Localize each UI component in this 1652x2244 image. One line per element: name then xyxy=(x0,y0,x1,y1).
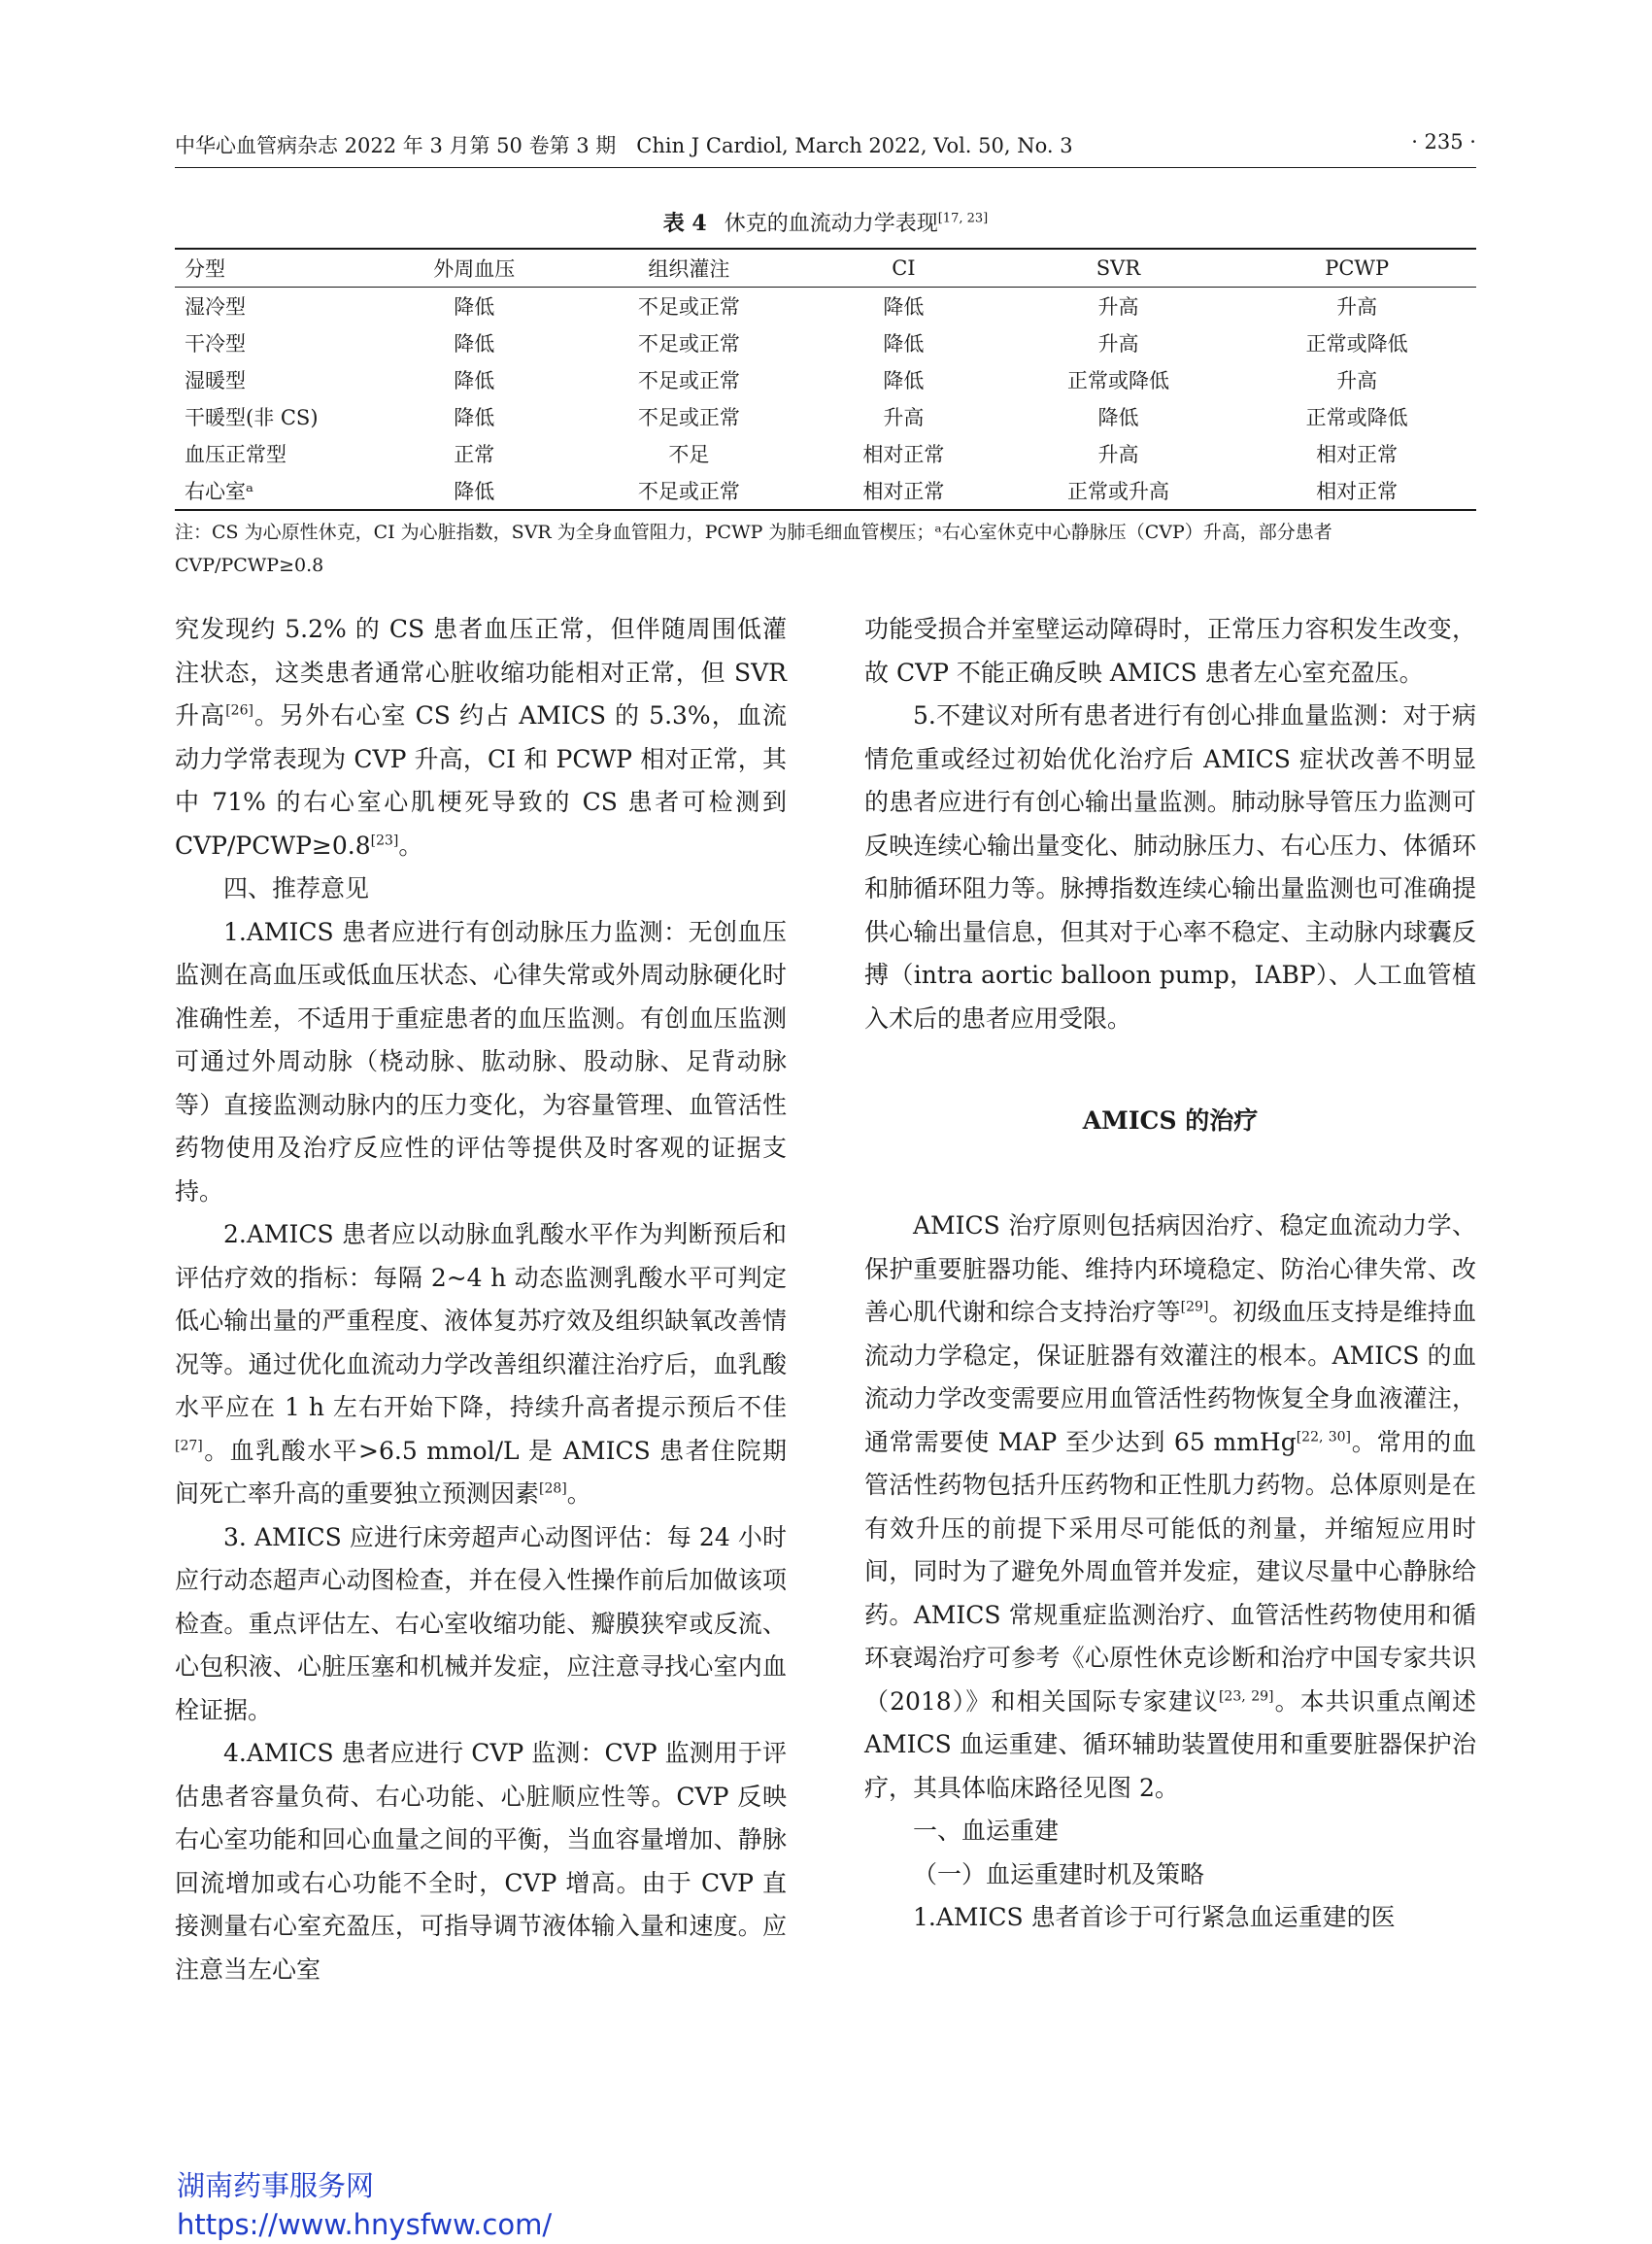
subsection-heading: 一、血运重建 xyxy=(913,1817,1060,1845)
col-header: 组织灌注 xyxy=(648,257,730,281)
table-cell: 湿暖型 xyxy=(185,369,246,392)
table-cell: 降低 xyxy=(1097,406,1139,429)
paragraph: 2.AMICS 患者应以动脉血乳酸水平作为判断预后和评估疗效的指标：每隔 2~4 h 动态监测乳酸水平可判定低心输出量的严重程度、液体复苏疗效及组织缺氧改善情况等。通过优化血流动力学改善组织灌注治疗后，血乳酸水平应在 1 h 左右开始下降，持续升高者提示预后不佳[27]。血乳酸水平>6.5 mmol/L 是 AMICS 患者住院期间死亡率升高的重要独立预测因素[28]。 xyxy=(175,1220,787,1508)
table-cell: 相对正常 xyxy=(1316,480,1399,503)
table-cell: 湿冷型 xyxy=(185,295,246,319)
table-caption xyxy=(175,207,1476,237)
table-cell: 升高 xyxy=(1097,295,1139,319)
table-title-ref: [17, 23] xyxy=(937,211,989,226)
paragraph: 3. AMICS 应进行床旁超声心动图评估：每 24 小时应行动态超声心动图检查，并在侵入性操作前后加做该项检查。重点评估左、右心室收缩功能、瓣膜狭窄或反流、心包积液、心脏压塞和机械并发症，应注意寻找心室内血栓证据。 xyxy=(175,1522,787,1724)
table-cell: 升高 xyxy=(1336,369,1378,392)
subsection-heading: （一）血运重建时机及策略 xyxy=(913,1859,1205,1888)
table-cell: 降低 xyxy=(454,332,495,356)
paragraph: 5.不建议对所有患者进行有创心排血量监测：对于病情危重或经过初始优化治疗后 AMICS 症状改善不明显的患者应进行有创心输出量监测。肺动脉导管压力监测可反映连续心输出量变化、肺动脉压力、右心压力、体循环和肺循环阻力等。脉搏指数连续心输出量监测也可准确提供心输出量信息，但其对于心率不稳定、主动脉内球囊反搏（intra aortic balloon pump，IABP）、人工血管植入术后的患者应用受限。 xyxy=(864,701,1476,1033)
subsection-heading: 四、推荐意见 xyxy=(223,874,370,902)
table-note-line: CVP/PCWP≥0.8 xyxy=(175,555,324,576)
table-cell: 降低 xyxy=(454,369,495,392)
table-cell: 不足或正常 xyxy=(637,369,740,392)
citation: [23] xyxy=(370,833,399,849)
table-header-row xyxy=(175,249,1476,288)
table-cell: 相对正常 xyxy=(1316,443,1399,466)
table-cell: 升高 xyxy=(1097,332,1139,356)
citation: [26] xyxy=(225,702,253,719)
left-column xyxy=(175,608,787,1991)
table-cell: 升高 xyxy=(1097,443,1139,466)
table-cell: 降低 xyxy=(454,406,495,429)
table-cell: 降低 xyxy=(454,295,495,319)
paragraph: 4.AMICS 患者应进行 CVP 监测：CVP 监测用于评估患者容量负荷、右心功能、心脏顺应性等。CVP 反映右心室功能和回心血量之间的平衡，当血容量增加、静脉回流增加或右心功能不全时，CVP 增高。由于 CVP 直接测量右心室充盈压，可指导调节液体输入量和速度。应注意当左心室 xyxy=(175,1739,787,1984)
table-cell: 正常或降低 xyxy=(1305,332,1408,356)
col-header: 分型 xyxy=(185,257,225,281)
table-cell: 干冷型 xyxy=(185,332,246,356)
hemodynamics-table xyxy=(175,248,1476,511)
table-row xyxy=(175,398,1476,435)
table-cell: 相对正常 xyxy=(862,480,945,503)
citation: [29] xyxy=(1180,1299,1209,1315)
table-cell: 不足或正常 xyxy=(637,480,740,503)
paragraph: 1.AMICS 患者应进行有创动脉压力监测：无创血压监测在高血压或低血压状态、心律失常或外周动脉硬化时准确性差，不适用于重症患者的血压监测。有创血压监测可通过外周动脉（桡动脉、肱动脉、股动脉、足背动脉等）直接监测动脉内的压力变化，为容量管理、血管活性药物使用及治疗反应性的评估等提供及时客观的证据支持。 xyxy=(175,917,787,1206)
table-row xyxy=(175,435,1476,472)
table-cell: 正常或降低 xyxy=(1305,406,1408,429)
citation: [27] xyxy=(175,1438,203,1454)
table-row xyxy=(175,472,1476,510)
header-rule xyxy=(175,167,1476,168)
table-cell: 不足 xyxy=(668,443,710,466)
paragraph: 1.AMICS 患者首诊于可行紧急血运重建的医 xyxy=(913,1903,1396,1931)
table-cell: 降低 xyxy=(454,480,495,503)
table-label: 表 4 xyxy=(662,211,707,236)
table-row xyxy=(175,288,1476,325)
watermark-url: https://www.hnysfww.com/ xyxy=(177,2208,553,2241)
paragraph: AMICS 治疗原则包括病因治疗、稳定血流动力学、保护重要脏器功能、维持内环境稳定、防治心律失常、改善心肌代谢和综合支持治疗等[29]。初级血压支持是维持血流动力学稳定，保证脏器有效灌注的根本。AMICS 的血流动力学改变需要应用血管活性药物恢复全身血液灌注，通常需要使 MAP 至少达到 65 mmHg[22, 30]。常用的血管活性药物包括升压药物和正性肌力药物。总体原则是在有效升压的前提下采用尽可能低的剂量，并缩短应用时间，同时为了避免外周血管并发症，建议尽量中心静脉给药。AMICS 常规重症监测治疗、血管活性药物使用和循环衰竭治疗可参考《心原性休克诊断和治疗中国专家共识（2018）》和相关国际专家建议[23, 29]。本共识重点阐述 AMICS 血运重建、循环辅助装置使用和重要脏器保护治疗，其具体临床路径见图 2。 xyxy=(864,1211,1477,1802)
table-cell: 血压正常型 xyxy=(185,443,287,466)
citation: [23, 29] xyxy=(1218,1688,1274,1705)
journal-citation: 中华心血管病杂志 2022 年 3 月第 50 卷第 3 期 Chin J Cardiol, March 2022, Vol. 50, No. 3 xyxy=(175,134,1073,157)
watermark xyxy=(177,2166,552,2244)
table-cell: 不足或正常 xyxy=(637,406,740,429)
table-cell: 正常或降低 xyxy=(1066,369,1169,392)
table-cell: 正常或升高 xyxy=(1066,480,1169,503)
table-title: 休克的血流动力学表现 xyxy=(724,212,938,236)
table-note-line: 注：CS 为心原性休克，CI 为心脏指数，SVR 为全身血管阻力，PCWP 为肺毛细血管楔压；ᵃ右心室休克中心静脉压（CVP）升高，部分患者 xyxy=(175,522,1332,543)
citation: [22, 30] xyxy=(1296,1429,1351,1445)
table-cell: 正常 xyxy=(454,443,495,466)
table-cell: 相对正常 xyxy=(862,443,945,466)
watermark-site-name: 湖南药事服务网 xyxy=(177,2169,375,2202)
paragraph: 功能受损合并室壁运动障碍时，正常压力容积发生改变，故 CVP 不能正确反映 AMICS 患者左心室充盈压。 xyxy=(864,615,1476,687)
running-header xyxy=(175,130,1476,169)
table-cell: 升高 xyxy=(1336,295,1378,319)
paragraph: 究发现约 5.2% 的 CS 患者血压正常，但伴随周围低灌注状态，这类患者通常心脏收缩功能相对正常，但 SVR 升高[26]。另外右心室 CS 约占 AMICS 的 5.3%，血流动力学常表现为 CVP 升高，CI 和 PCWP 相对正常，其中 71% 的右心室心肌梗死导致的 CS 患者可检测到 CVP/PCWP≥0.8[23]。 xyxy=(175,615,787,860)
page-number: · 235 · xyxy=(1411,130,1476,153)
table-row xyxy=(175,361,1476,398)
table-note xyxy=(175,516,1476,582)
col-header: SVR xyxy=(1096,256,1141,280)
section-title: AMICS 的治疗 xyxy=(1082,1106,1259,1135)
col-header: CI xyxy=(892,256,916,280)
table-cell: 干暖型(非 CS) xyxy=(185,406,319,429)
table-cell: 不足或正常 xyxy=(637,332,740,356)
right-column xyxy=(864,608,1476,1940)
table-row xyxy=(175,324,1476,361)
table-cell: 降低 xyxy=(883,369,925,392)
table-cell: 降低 xyxy=(883,332,925,356)
table-cell: 右心室ᵃ xyxy=(185,480,254,503)
table-cell: 不足或正常 xyxy=(637,295,740,319)
citation: [28] xyxy=(539,1480,567,1497)
col-header: PCWP xyxy=(1325,256,1390,280)
col-header: 外周血压 xyxy=(433,257,516,281)
table-cell: 降低 xyxy=(883,295,925,319)
table-cell: 升高 xyxy=(883,406,925,429)
